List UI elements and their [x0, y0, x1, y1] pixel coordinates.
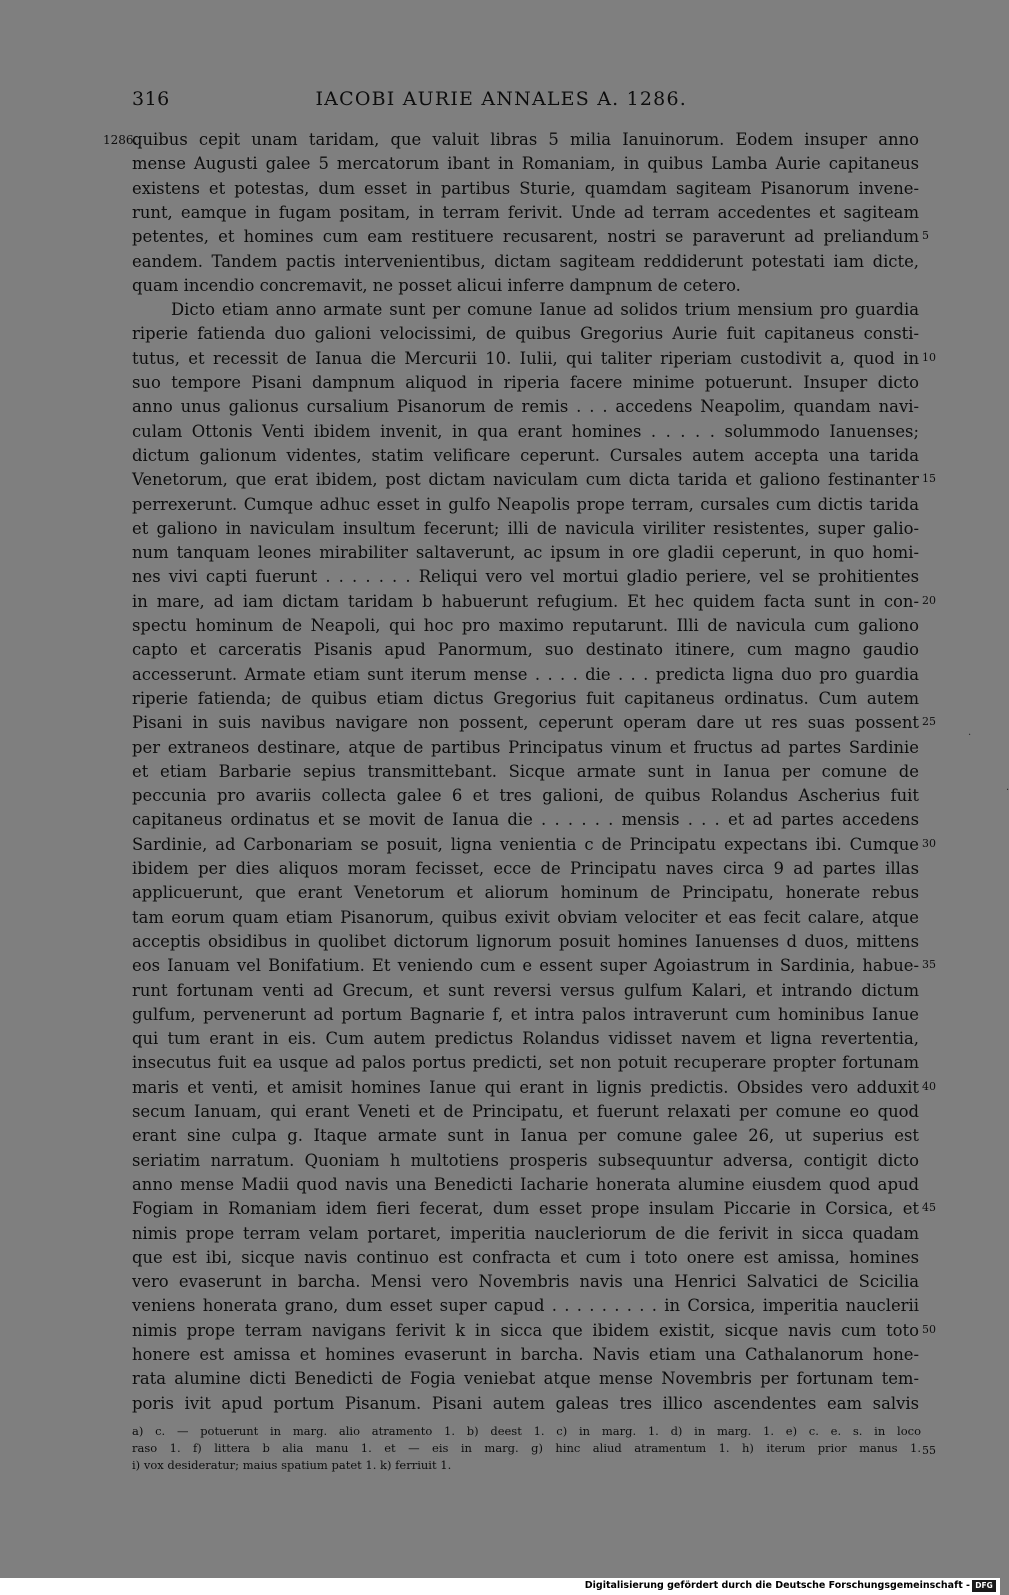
- line-number: 50: [922, 1322, 936, 1336]
- text-line: runt, eamque in fugam positam, in terram ferivit. Unde ad terram accedentes et sagiteam: [132, 202, 919, 222]
- year-marker: 1286.: [103, 133, 138, 147]
- line-number: 45: [922, 1201, 936, 1215]
- text-line: Pisani in suis navibus navigare non possent, ceperunt operam dare ut res suas possent: [132, 713, 919, 733]
- text-line: peccunia pro avariis collecta galee 6 et tres galioni, de quibus Rolandus Ascherius fuit: [132, 786, 919, 806]
- text-line: que est ibi, sicque navis continuo est confracta et cum i toto onere est amissa, homines: [132, 1247, 919, 1267]
- text-line: quibus cepit unam taridam, que valuit libras 5 milia Ianuinorum. Eodem insuper anno: [132, 130, 919, 149]
- text-line: poris ivit apud portum Pisanum. Pisani autem galeas tres illico ascendentes eam salvis: [132, 1393, 919, 1413]
- text-line: erant sine culpa g. Itaque armate sunt in Ianua per comune galee 26, ut superius est: [132, 1126, 919, 1146]
- text-line: tutus, et recessit de Ianua die Mercurii 10. Iulii, qui taliter riperiam custodivit a, quod in: [132, 348, 919, 368]
- text-line: Dicto etiam anno armate sunt per comune Ianue ad solidos trium mensium pro guardia: [171, 300, 919, 320]
- text-line: insecutus fuit ea usque ad palos portus predicti, set non potuit recuperare propter fortunam: [132, 1053, 919, 1073]
- text-line: capitaneus ordinatus et se movit de Ianua die . . . . . . mensis . . . et ad partes accedens: [132, 810, 919, 830]
- scan-mark: ·: [1006, 785, 1009, 796]
- text-line: capto et carceratis Pisanis apud Panormum, suo destinato itinere, cum magno gaudio: [132, 640, 919, 660]
- dfg-logo: DFG: [972, 1580, 996, 1592]
- text-line: culam Ottonis Venti ibidem invenit, in qua erant homines . . . . . solummodo Ianuenses;: [132, 421, 919, 441]
- text-line: rata alumine dicti Benedicti de Fogia veniebat atque mense Novembris per fortunam tem-: [132, 1369, 919, 1389]
- page-header: [132, 88, 687, 118]
- text-line: petentes, et homines cum eam restituere recusarent, nostri se paraverunt ad preliandum: [132, 227, 919, 247]
- text-line: num tanquam leones mirabiliter saltaverunt, ac ipsum in ore gladii ceperunt, in quo homi-: [132, 543, 919, 563]
- line-number: 15: [922, 472, 936, 486]
- text-line: Fogiam in Romaniam idem fieri fecerat, dum esset prope insulam Piccarie in Corsica, et: [132, 1199, 919, 1219]
- text-line: seriatim narratum. Quoniam h multotiens prosperis subsequuntur adversa, contigit dicto: [132, 1150, 919, 1170]
- footnote-line-number: 55: [922, 1444, 936, 1457]
- footnote-line: a) c. — potuerunt in marg. alio atramento 1. b) deest 1. c) in marg. 1. d) in marg. 1. e) c. e. s. in loco: [132, 1424, 921, 1438]
- text-line: Venetorum, que erat ibidem, post dictam naviculam cum dicta tarida et galiono festinanter: [132, 470, 919, 490]
- text-line: per extraneos destinare, atque de partibus Principatus vinum et fructus ad partes Sardinie: [132, 737, 919, 757]
- line-number: 35: [922, 958, 936, 972]
- text-line: riperie fatienda; de quibus etiam dictus Gregorius fuit capitaneus ordinatus. Cum autem: [132, 688, 919, 708]
- text-line: maris et venti, et amisit homines Ianue qui erant in lignis predictis. Obsides vero adduxit: [132, 1077, 919, 1097]
- text-line: runt fortunam venti ad Grecum, et sunt reversi versus gulfum Kalari, et intrando dictum: [132, 980, 919, 1000]
- page-number: 316: [132, 88, 170, 110]
- text-line: acceptis obsidibus in quolibet dictorum lignorum posuit homines Ianuenses d duos, mittens: [132, 931, 919, 951]
- text-line: riperie fatienda duo galioni velocissimi, de quibus Gregorius Aurie fuit capitaneus consti-: [132, 324, 919, 344]
- text-line: vero evaserunt in barcha. Mensi vero Novembris navis una Henrici Salvatici de Scicilia: [132, 1272, 919, 1292]
- text-line: dictum galionum videntes, statim velificare ceperunt. Cursales autem accepta una tarida: [132, 445, 919, 465]
- text-line: qui tum erant in eis. Cum autem predictus Rolandus vidisset navem et ligna revertentia,: [132, 1029, 919, 1049]
- text-line: accesserunt. Armate etiam sunt iterum mense . . . . die . . . predicta ligna duo pro guardia: [132, 664, 919, 684]
- text-line: mense Augusti galee 5 mercatorum ibant in Romaniam, in quibus Lamba Aurie capitaneus: [132, 154, 919, 174]
- text-line: anno mense Madii quod navis una Benedicti Iacharie honerata alumine eiusdem quod apud: [132, 1174, 919, 1194]
- line-number: 30: [922, 836, 936, 850]
- text-line: gulfum, pervenerunt ad portum Bagnarie f, et intra palos intraverunt cum hominibus Ianue: [132, 1004, 919, 1024]
- scan-mark: ·: [968, 730, 972, 741]
- text-line: veniens honerata grano, dum esset super capud . . . . . . . . . in Corsica, imperitia nauclerii: [132, 1296, 919, 1316]
- text-line: tam eorum quam etiam Pisanorum, quibus exivit obviam velociter et eas fecit calare, atque: [132, 907, 919, 927]
- text-line: suo tempore Pisani dampnum aliquod in riperia facere minime potuerunt. Insuper dicto: [132, 373, 919, 392]
- text-line: quam incendio concremavit, ne posset alicui inferre dampnum de cetero.: [132, 275, 741, 295]
- footer-credit: Digitalisierung gefördert durch die Deutsche Forschungsgemeinschaft -: [584, 1580, 970, 1591]
- line-number: 25: [922, 715, 936, 729]
- footnote-line: raso 1. f) littera b alia manu 1. et — eis in marg. g) hinc aliud atramentum 1. h) iterum prior manus 1.: [132, 1441, 921, 1455]
- running-title: IACOBI AURIE ANNALES A. 1286.: [315, 88, 687, 110]
- text-line: anno unus galionus cursalium Pisanorum de remis . . . accedens Neapolim, quandam navi-: [132, 397, 919, 417]
- text-line: perrexerunt. Cumque adhuc esset in gulfo Neapolis prope terram, cursales cum dictis tarida: [132, 494, 919, 514]
- text-line: spectu hominum de Neapoli, qui hoc pro maximo reputarunt. Illi de navicula cum galiono: [132, 616, 919, 635]
- text-line: in mare, ad iam dictam taridam b habuerunt refugium. Et hec quidem facta sunt in con-: [132, 591, 919, 611]
- line-number: 5: [922, 229, 929, 243]
- line-number: 20: [922, 593, 936, 607]
- text-line: eandem. Tandem pactis intervenientibus, dictam sagiteam reddiderunt potestati iam dicte,: [132, 251, 919, 271]
- text-line: eos Ianuam vel Bonifatium. Et veniendo cum e essent super Agoiastrum in Sardinia, habue-: [132, 956, 919, 976]
- line-number: 40: [922, 1079, 936, 1093]
- line-number: 10: [922, 350, 936, 364]
- text-line: nes vivi capti fuerunt . . . . . . . Reliqui vero vel mortui gladio periere, vel se prohitientes: [132, 567, 919, 587]
- text-line: ibidem per dies aliquos moram fecisset, ecce de Principatu naves circa 9 ad partes illas: [132, 859, 919, 878]
- text-line: Sardinie, ad Carbonariam se posuit, ligna venientia c de Principatu expectans ibi. Cumque: [132, 834, 919, 854]
- text-line: et etiam Barbarie sepius transmittebant. Sicque armate sunt in Ianua per comune de: [132, 761, 919, 781]
- text-line: honere est amissa et homines evaserunt in barcha. Navis etiam una Cathalanorum hone-: [132, 1345, 919, 1364]
- text-line: nimis prope terram velam portaret, imperitia naucleriorum de die ferivit in sicca quadam: [132, 1223, 919, 1243]
- text-line: secum Ianuam, qui erant Veneti et de Principatu, et fuerunt relaxati per comune eo quod: [132, 1102, 919, 1121]
- text-line: applicuerunt, que erant Venetorum et aliorum hominum de Principatu, honerate rebus: [132, 883, 919, 903]
- text-line: existens et potestas, dum esset in partibus Sturie, quamdam sagiteam Pisanorum invene-: [132, 178, 919, 198]
- footnote-line: i) vox desideratur; maius spatium patet 1. k) ferriuit 1.: [132, 1458, 452, 1472]
- text-line: et galiono in naviculam insultum fecerunt; illi de navicula viriliter resistentes, super galio-: [132, 518, 919, 538]
- text-line: nimis prope terram navigans ferivit k in sicca que ibidem existit, sicque navis cum toto: [132, 1320, 919, 1340]
